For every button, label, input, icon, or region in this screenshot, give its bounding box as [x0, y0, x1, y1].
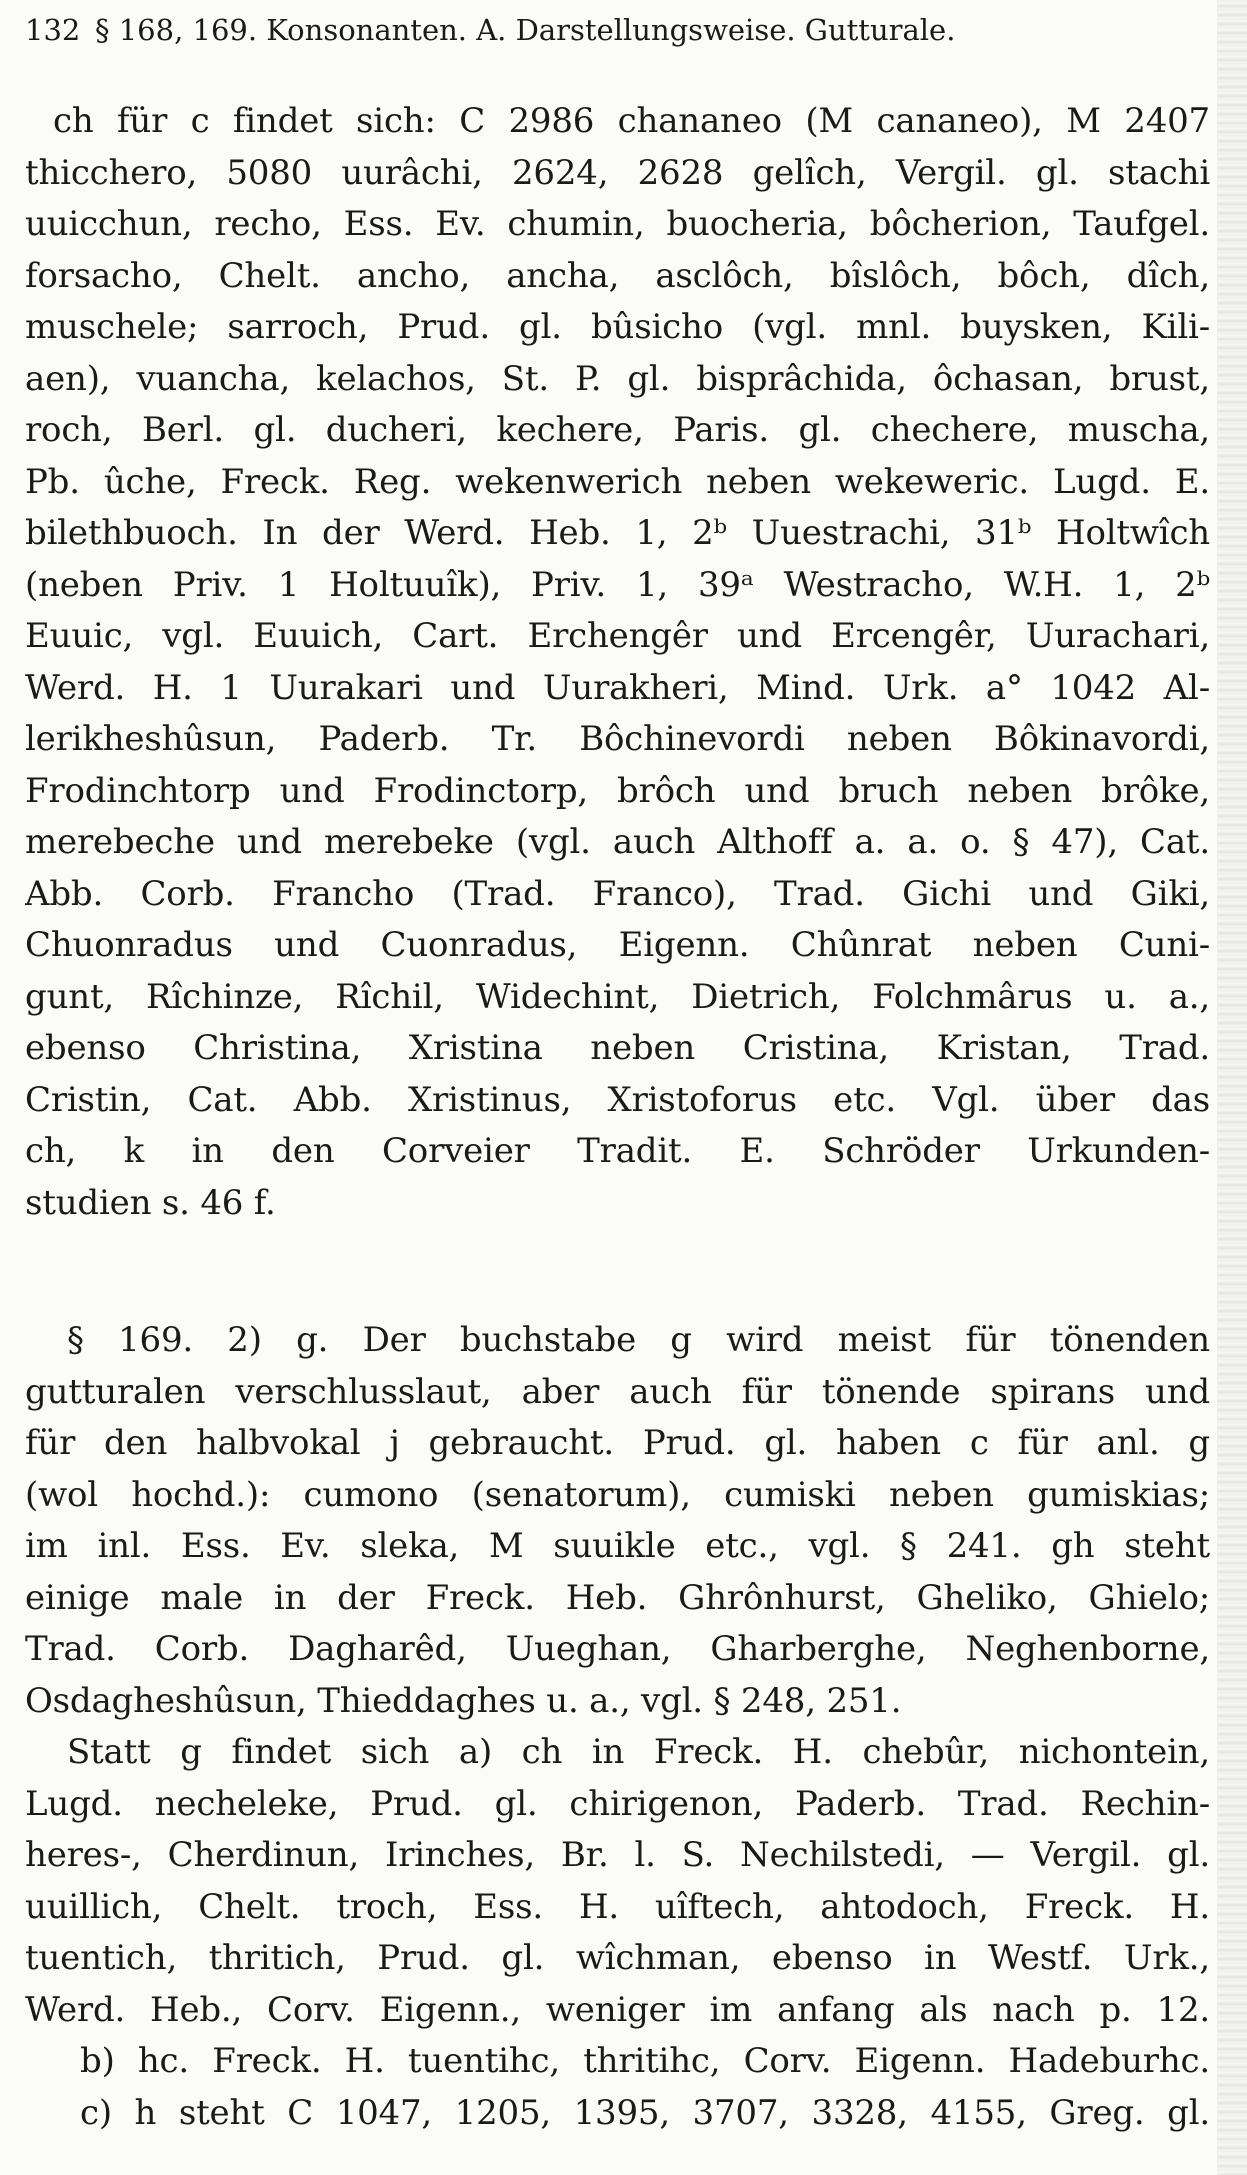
text-line: b) hc. Freck. H. tuentihc, thritihc, Corv. Eigenn. Hadeburhc.	[80, 2041, 1210, 2081]
text-line: Pb. ûche, Freck. Reg. wekenwerich neben wekeweric. Lugd. E.	[25, 461, 1210, 502]
text-line: (wol hochd.): cumono (senatorum), cumiski neben gumiskias;	[25, 1474, 1210, 1515]
paragraph-168	[25, 96, 1210, 1229]
text-line: Trad. Corb. Dagharêd, Uueghan, Gharberghe, Neghenborne,	[25, 1629, 1210, 1669]
text-line: Osdagheshûsun, Thieddaghes u. a., vgl. § 248, 251.	[25, 1680, 902, 1721]
text-line: thicchero, 5080 uurâchi, 2624, 2628 gelîch, Vergil. gl. stachi	[25, 152, 1210, 193]
text-line: bilethbuoch. In der Werd. Heb. 1, 2ᵇ Uuestrachi, 31ᵇ Holtwîch	[25, 513, 1210, 553]
paragraph-169	[25, 1315, 1210, 2139]
text-line: studien s. 46 f.	[25, 1182, 276, 1223]
text-line: ch für c findet sich: C 2986 chananeo (M cananeo), M 2407	[53, 101, 1210, 141]
text-line: tuentich, thritich, Prud. gl. wîchman, ebenso in Westf. Urk.,	[25, 1938, 1210, 1978]
text-line: muschele; sarroch, Prud. gl. bûsicho (vgl. mnl. buysken, Kili-	[25, 307, 1210, 347]
text-line: Werd. H. 1 Uurakari und Uurakheri, Mind. Urk. a° 1042 Al-	[25, 667, 1210, 708]
text-line: merebeche und merebeke (vgl. auch Althoff a. a. o. § 47), Cat.	[25, 822, 1210, 862]
text-line: gunt, Rîchinze, Rîchil, Widechint, Dietrich, Folchmârus u. a.,	[25, 976, 1210, 1017]
text-line: ch, k in den Corveier Tradit. E. Schröder Urkunden-	[25, 1131, 1210, 1171]
text-line: ebenso Christina, Xristina neben Cristina, Kristan, Trad.	[25, 1028, 1210, 1068]
text-line: Frodinchtorp und Frodinctorp, brôch und bruch neben brôke,	[25, 770, 1210, 811]
text-line: § 169. 2) g. Der buchstabe g wird meist für tönenden	[67, 1320, 1210, 1360]
text-line: im inl. Ess. Ev. sleka, M suuikle etc., vgl. § 241. gh steht	[25, 1526, 1210, 1566]
text-line: lerikheshûsun, Paderb. Tr. Bôchinevordi neben Bôkinavordi,	[25, 719, 1210, 759]
text-line: uuillich, Chelt. troch, Ess. H. uîftech, ahtodoch, Freck. H.	[25, 1886, 1210, 1927]
text-line: aen), vuancha, kelachos, St. P. gl. bisprâchida, ôchasan, brust,	[25, 358, 1210, 399]
running-header	[25, 10, 1185, 50]
text-line: Cristin, Cat. Abb. Xristinus, Xristoforus etc. Vgl. über das	[25, 1079, 1210, 1120]
text-line: roch, Berl. gl. ducheri, kechere, Paris. gl. chechere, muscha,	[25, 410, 1210, 450]
text-line: gutturalen verschlusslaut, aber auch für tönende spirans und	[25, 1371, 1210, 1412]
text-line: Statt g findet sich a) ch in Freck. H. chebûr, nichontein,	[67, 1732, 1210, 1772]
text-line: Euuic, vgl. Euuich, Cart. Erchengêr und Ercengêr, Uurachari,	[25, 616, 1210, 656]
text-line: heres-, Cherdinun, Irinches, Br. l. S. Nechilstedi, — Vergil. gl.	[25, 1835, 1210, 1875]
text-line: forsacho, Chelt. ancho, ancha, asclôch, bîslôch, bôch, dîch,	[25, 255, 1210, 296]
text-line: Lugd. necheleke, Prud. gl. chirigenon, Paderb. Trad. Rechin-	[25, 1783, 1210, 1824]
text-line: Werd. Heb., Corv. Eigenn., weniger im anfang als nach p. 12.	[25, 1989, 1210, 2030]
page-number: 132	[25, 13, 81, 47]
text-line: uuicchun, recho, Ess. Ev. chumin, buocheria, bôcherion, Taufgel.	[25, 204, 1210, 244]
text-line: (neben Priv. 1 Holtuuîk), Priv. 1, 39ᵃ Westracho, W.H. 1, 2ᵇ	[25, 564, 1210, 605]
text-line: c) h steht C 1047, 1205, 1395, 3707, 3328, 4155, Greg. gl.	[80, 2092, 1210, 2133]
running-title: § 168, 169. Konsonanten. A. Darstellungsweise. Gutturale.	[95, 13, 956, 47]
text-line: Abb. Corb. Francho (Trad. Franco), Trad. Gichi und Giki,	[25, 873, 1210, 914]
text-line: für den halbvokal j gebraucht. Prud. gl. haben c für anl. g	[25, 1423, 1210, 1463]
paragraph-gap	[25, 1229, 1210, 1315]
text-body	[25, 96, 1210, 2139]
text-line: einige male in der Freck. Heb. Ghrônhurst, Gheliko, Ghielo;	[25, 1577, 1210, 1618]
text-line: Chuonradus und Cuonradus, Eigenn. Chûnrat neben Cuni-	[25, 925, 1210, 965]
scan-edge-shadow	[1217, 0, 1247, 2175]
